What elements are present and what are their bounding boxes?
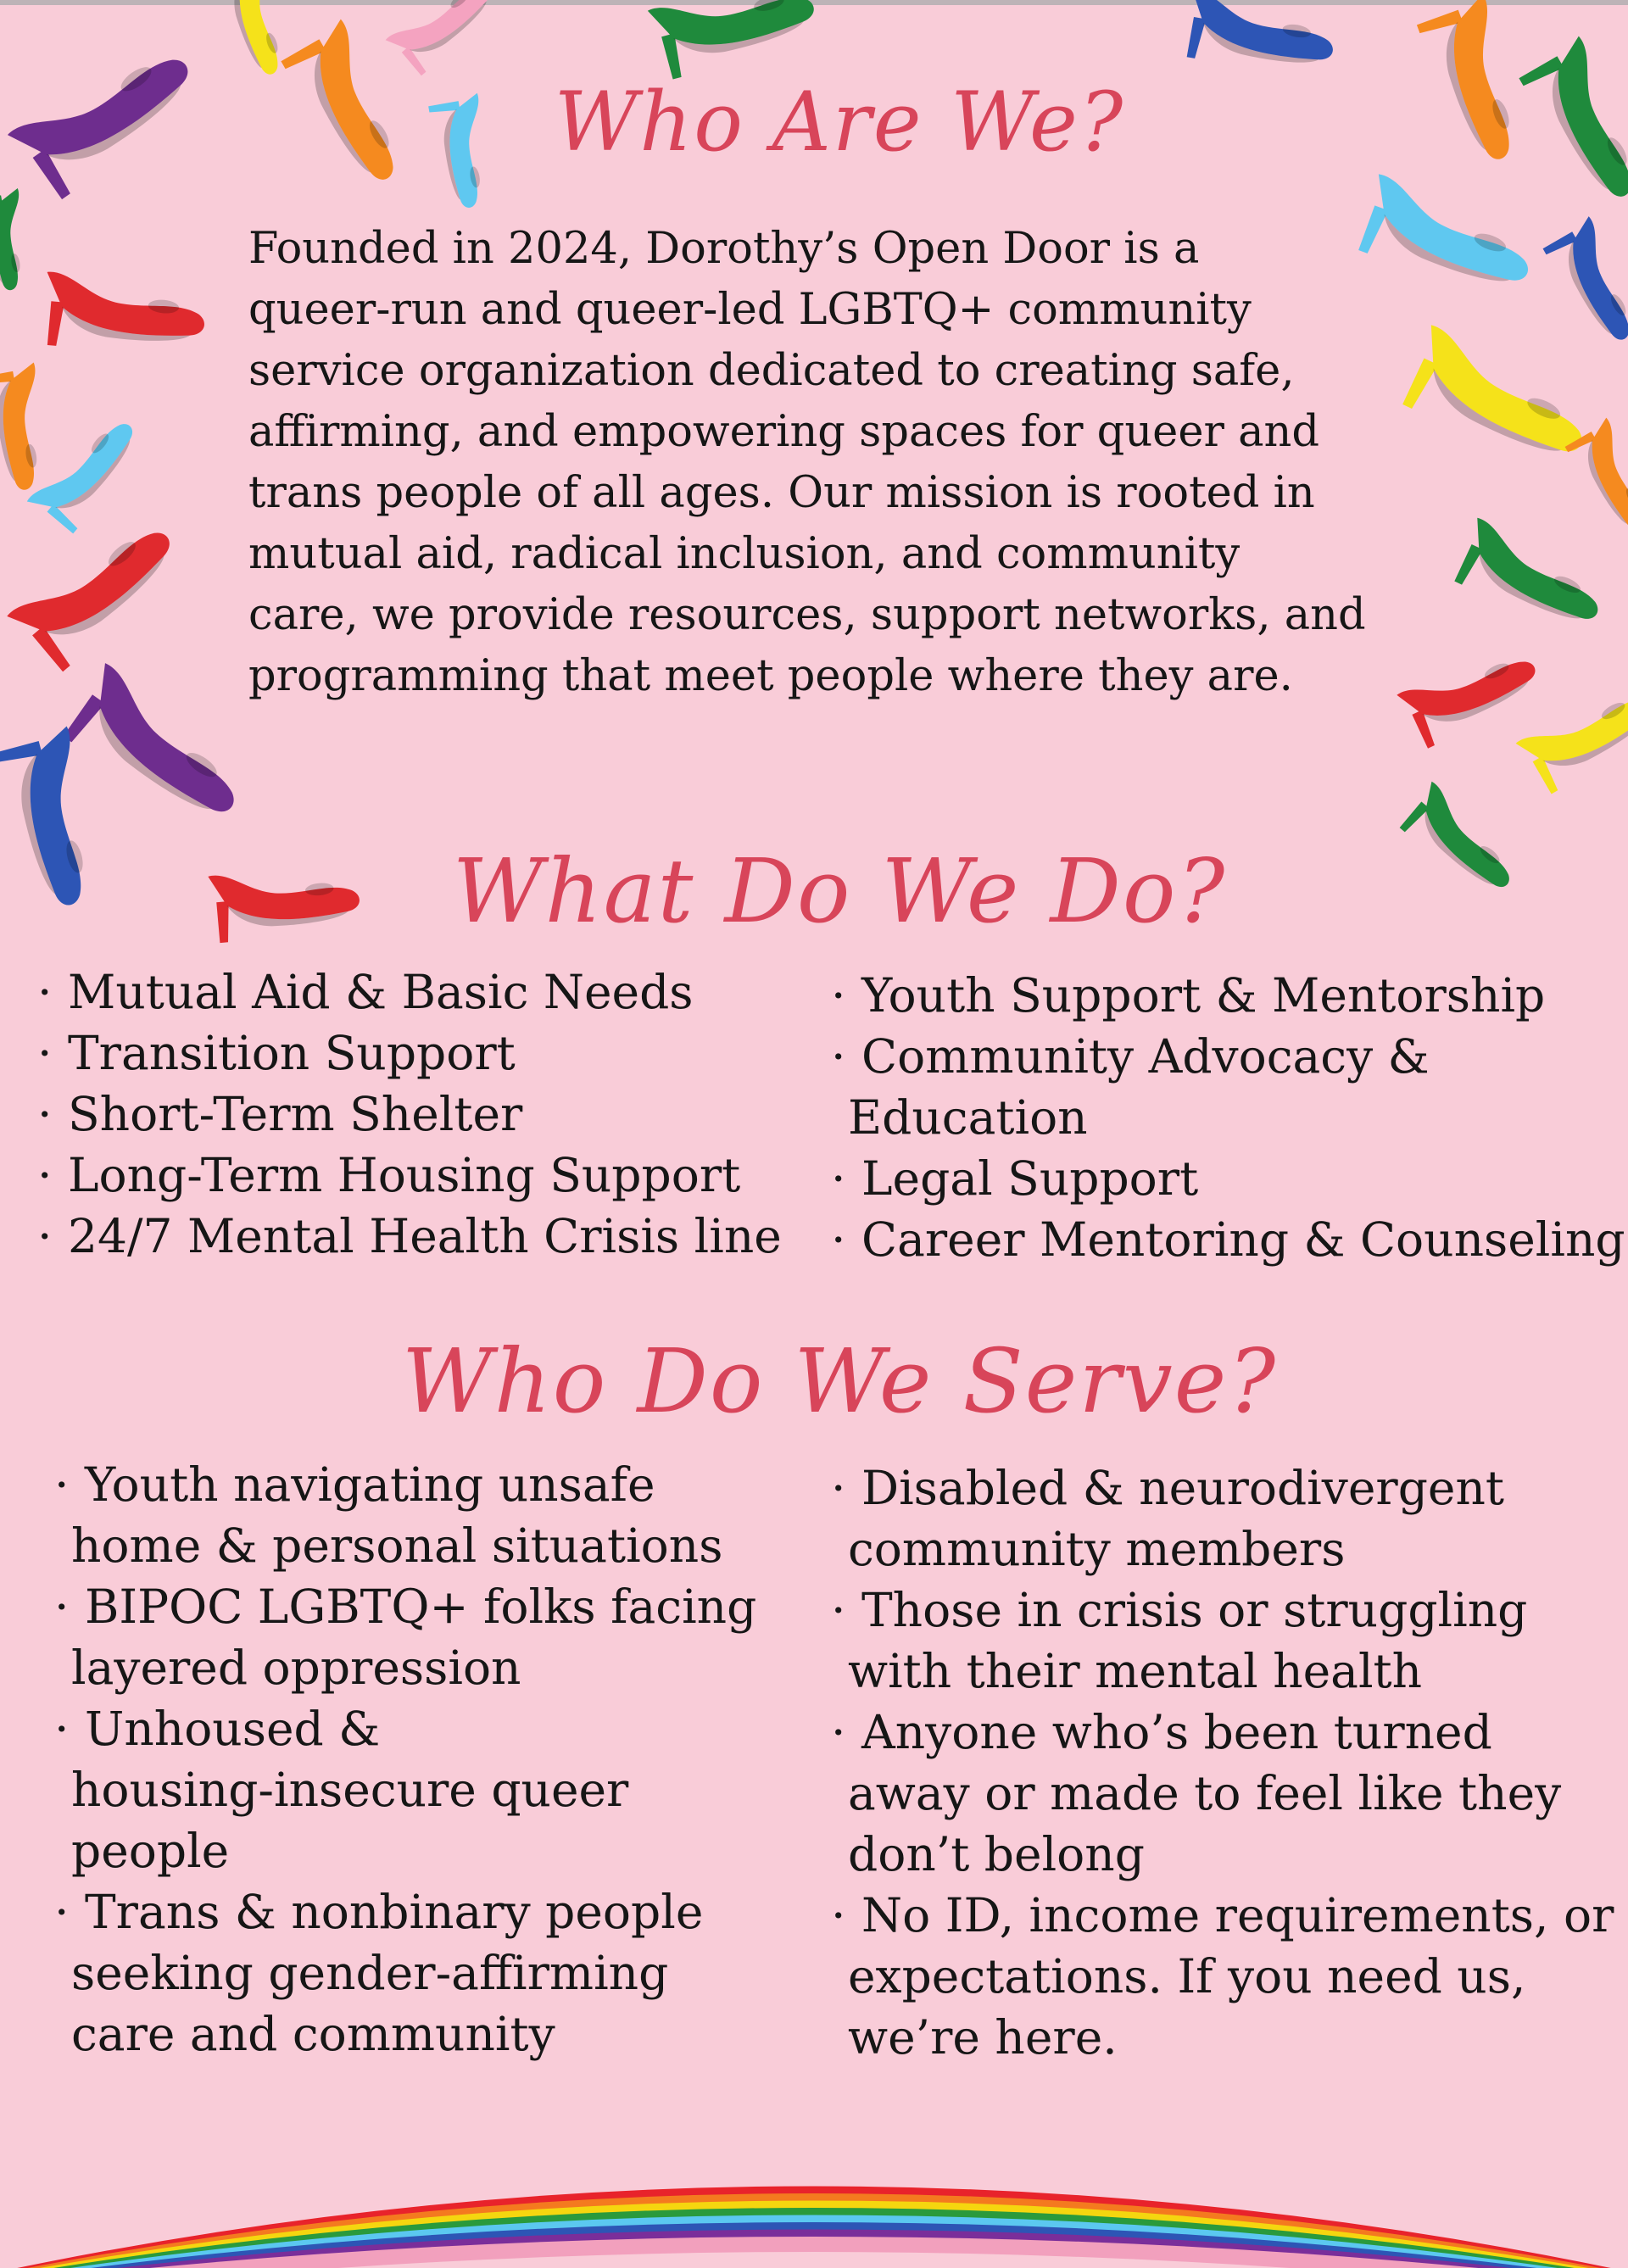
bullet-icon: · xyxy=(54,1580,70,1634)
bullet-icon: · xyxy=(831,1888,846,1942)
list-item-text: with their mental health xyxy=(848,1644,1423,1698)
bullet-icon: · xyxy=(831,1151,846,1206)
list-item-text: Career Mentoring & Counseling xyxy=(861,1212,1625,1267)
list-item-text: we’re here. xyxy=(848,2010,1118,2065)
list-item-text: home & personal situations xyxy=(71,1519,723,1573)
list-item-text: community members xyxy=(848,1522,1346,1576)
what-do-we-do-heading: What Do We Do? xyxy=(452,839,1227,943)
bullet-icon: · xyxy=(54,1702,70,1756)
list-item-text: Those in crisis or struggling xyxy=(861,1583,1528,1637)
list-item-text: expectations. If you need us, xyxy=(848,1949,1526,2003)
intro-line: affirming, and empowering spaces for queer and xyxy=(248,407,1320,457)
list-item-text: layered oppression xyxy=(71,1641,521,1695)
list-item-text: Mutual Aid & Basic Needs xyxy=(68,965,694,1019)
list-item-text: Community Advocacy & xyxy=(861,1029,1430,1084)
bullet-icon: · xyxy=(54,1885,70,1939)
list-item-text: 24/7 Mental Health Crisis line xyxy=(68,1209,782,1263)
intro-line: care, we provide resources, support networks, and xyxy=(248,590,1366,640)
bullet-icon: · xyxy=(54,1457,70,1512)
list-item-text: No ID, income requirements, or xyxy=(861,1888,1614,1942)
bullet-icon: · xyxy=(831,1029,846,1084)
bullet-icon: · xyxy=(831,1583,846,1637)
intro-line: mutual aid, radical inclusion, and community xyxy=(248,529,1241,579)
list-item-text: Legal Support xyxy=(861,1151,1199,1206)
list-item-text: housing-insecure queer xyxy=(71,1763,629,1817)
list-item-text: care and community xyxy=(71,2007,555,2061)
list-item-text: Short-Term Shelter xyxy=(68,1087,523,1141)
list-item-text: Long-Term Housing Support xyxy=(68,1148,741,1202)
bullet-icon: · xyxy=(831,1705,846,1759)
list-item-text: seeking gender-affirming xyxy=(71,1946,669,2000)
list-item-text: people xyxy=(71,1824,230,1878)
intro-line: queer-run and queer-led LGBTQ+ community xyxy=(248,285,1252,335)
who-are-we-heading: Who Are We? xyxy=(554,75,1125,170)
list-item-text: Disabled & neurodivergent xyxy=(861,1461,1504,1515)
bullet-icon: · xyxy=(831,1461,846,1515)
list-item-text: Transition Support xyxy=(68,1026,516,1080)
intro-line: service organization dedicated to creating safe, xyxy=(248,346,1295,396)
intro-line: programming that meet people where they are. xyxy=(248,651,1293,701)
list-item-text: Education xyxy=(848,1090,1088,1145)
list-item-text: don’t belong xyxy=(848,1827,1145,1881)
bullet-icon: · xyxy=(37,1087,53,1141)
bullet-icon: · xyxy=(37,1148,53,1202)
intro-line: trans people of all ages. Our mission is rooted in xyxy=(248,468,1315,518)
bullet-icon: · xyxy=(831,1212,846,1267)
list-item-text: BIPOC LGBTQ+ folks facing xyxy=(85,1580,757,1634)
list-item-text: Youth navigating unsafe xyxy=(85,1457,655,1512)
bullet-icon: · xyxy=(37,1209,53,1263)
who-do-we-serve-heading: Who Do We Serve? xyxy=(401,1329,1278,1433)
list-item-text: Youth Support & Mentorship xyxy=(861,968,1546,1023)
list-item-text: Anyone who’s been turned xyxy=(861,1705,1492,1759)
list-item-text: Unhoused & xyxy=(85,1702,381,1756)
intro-line: Founded in 2024, Dorothy’s Open Door is a xyxy=(248,224,1200,274)
bullet-icon: · xyxy=(37,1026,53,1080)
list-item-text: away or made to feel like they xyxy=(848,1766,1562,1820)
bullet-icon: · xyxy=(37,965,53,1019)
bullet-icon: · xyxy=(831,968,846,1023)
list-item-text: Trans & nonbinary people xyxy=(85,1885,704,1939)
